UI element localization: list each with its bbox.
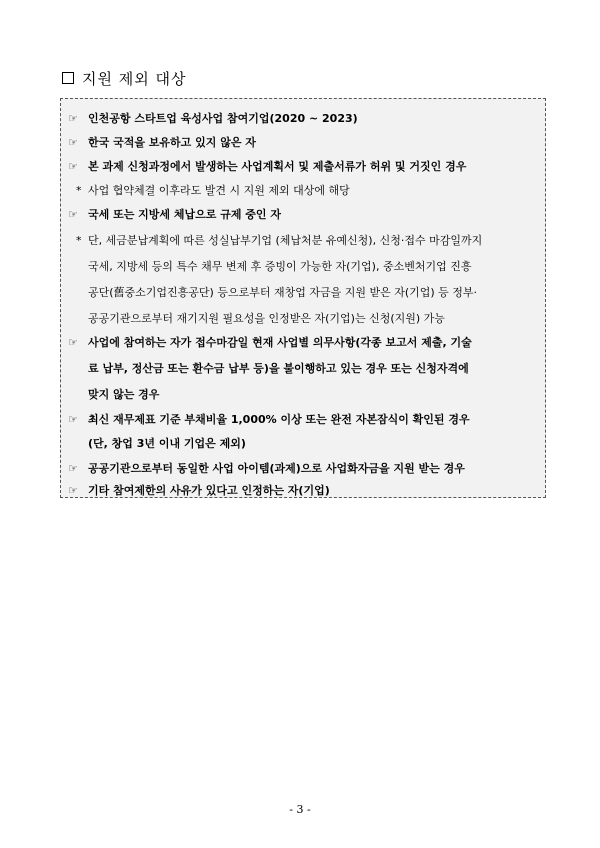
section-title-text: 지원 제외 대상 <box>82 69 187 88</box>
list-item: ☞ 공공기관으로부터 동일한 사업 아이템(과제)으로 사업화자금을 지원 받는 경우 <box>68 457 542 481</box>
list-item-continuation: (단, 창업 3년 이내 기업은 제외) <box>88 437 246 450</box>
list-item: ☞ 사업에 참여하는 자가 접수마감일 현재 사업별 의무사항(각종 보고서 제출, 기술 <box>68 331 542 355</box>
list-item: ☞ 한국 국적을 보유하고 있지 않은 자 <box>68 131 542 155</box>
pointing-hand-icon: ☞ <box>68 484 78 497</box>
pointing-hand-icon: ☞ <box>68 413 78 426</box>
pointing-hand-icon: ☞ <box>68 336 78 349</box>
list-item: ☞ 본 과제 신청과정에서 발생하는 사업계획서 및 제출서류가 허위 및 거짓인 경우 <box>68 155 542 179</box>
pointing-hand-icon: ☞ <box>68 112 78 125</box>
note-continuation: 공공기관으로부터 재기지원 필요성을 인정받은 자(기업)는 신청(지원) 가능 <box>88 312 445 325</box>
note-item: * 사업 협약체결 이후라도 발견 시 지원 제외 대상에 해당 <box>68 179 542 203</box>
note-continuation: 국세, 지방세 등의 특수 채무 변제 후 증빙이 가능한 자(기업), 중소벤처기업 진흥 <box>88 260 472 273</box>
list-item-continuation: 료 납부, 정산금 또는 환수금 납부 등)을 불이행하고 있는 경우 또는 신청자격에 <box>88 362 469 375</box>
list-item: ☞ 인천공항 스타트업 육성사업 참여기업(2020 ~ 2023) <box>68 107 542 131</box>
note-item: * 단, 세금분납계획에 따른 성실납부기업 (체납처분 유예신청), 신청·접수 마감일까지 <box>68 229 542 253</box>
asterisk-icon: * <box>76 234 82 247</box>
pointing-hand-icon: ☞ <box>68 462 78 475</box>
asterisk-icon: * <box>76 184 82 197</box>
list-item: ☞ 기타 참여제한의 사유가 있다고 인정하는 자(기업) <box>68 479 542 503</box>
pointing-hand-icon: ☞ <box>68 208 78 221</box>
list-item: ☞ 최신 재무제표 기준 부채비율 1,000% 이상 또는 완전 자본잠식이 확인된 경우 <box>68 408 542 432</box>
page-number: - 3 - <box>289 803 311 816</box>
note-continuation: 공단(舊중소기업진흥공단) 등으로부터 재창업 자금을 지원 받은 자(기업) 등 정부· <box>88 286 478 299</box>
pointing-hand-icon: ☞ <box>68 136 78 149</box>
pointing-hand-icon: ☞ <box>68 160 78 173</box>
square-checkbox-icon <box>62 72 74 84</box>
list-item-continuation: 맞지 않는 경우 <box>88 388 160 401</box>
section-title <box>62 68 186 88</box>
list-item: ☞ 국세 또는 지방세 체납으로 규제 중인 자 <box>68 203 542 227</box>
